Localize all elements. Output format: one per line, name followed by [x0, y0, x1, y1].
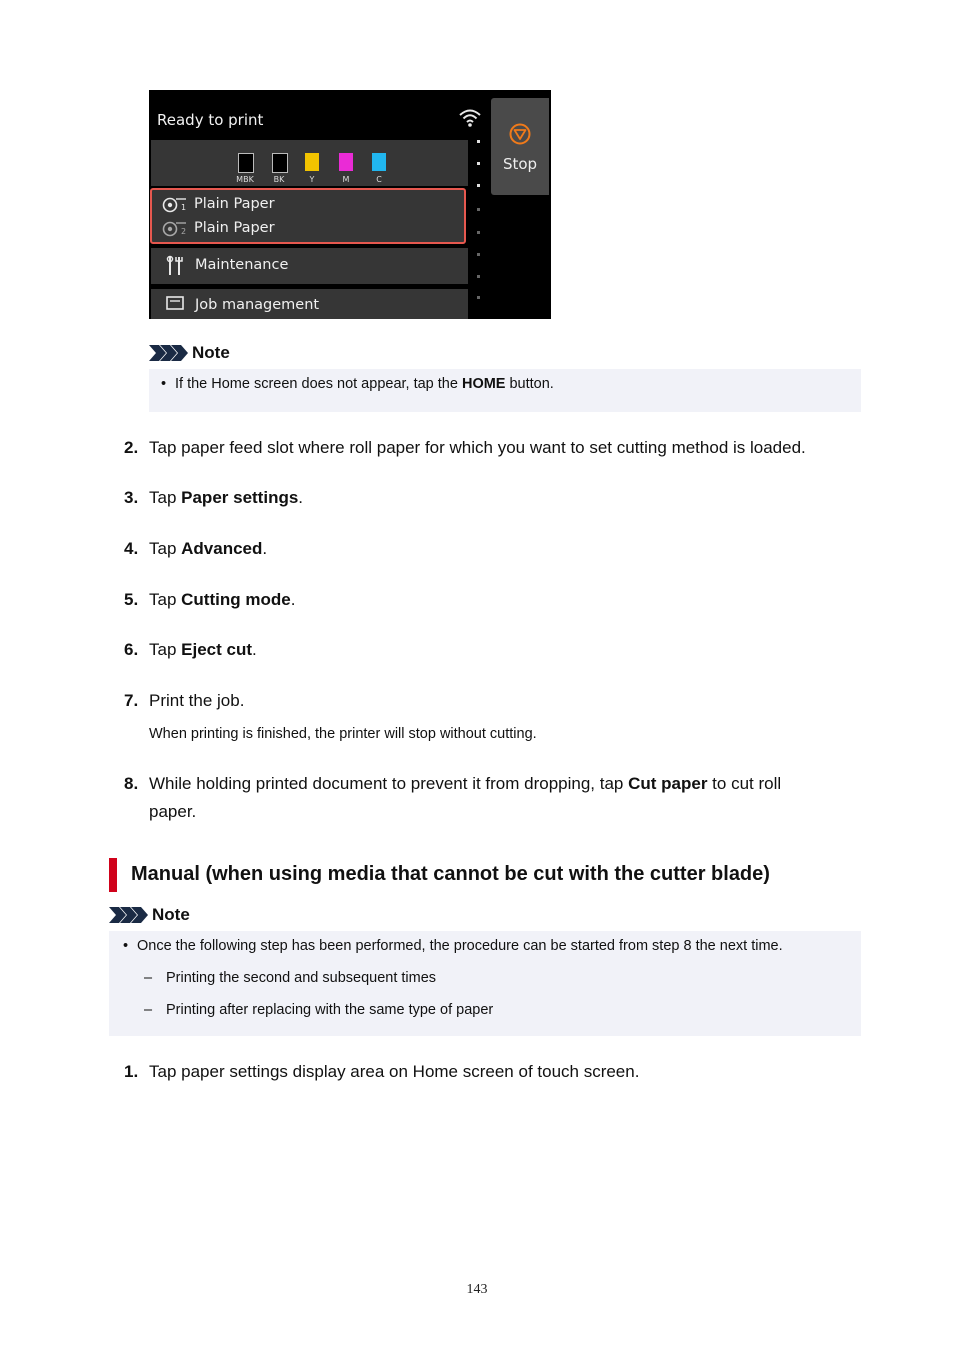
- note-arrows-icon: [109, 907, 149, 923]
- step-text: Tap paper settings display area on Home screen of touch screen.: [149, 1062, 640, 1081]
- step-text: Tap Cutting mode.: [149, 590, 296, 609]
- step-number: 5.: [124, 590, 139, 609]
- roll-paper-2-icon: [162, 221, 188, 237]
- maintenance-tools-icon: [165, 255, 185, 277]
- screen-title: Ready to print: [157, 111, 264, 129]
- paper-type-roll-2: Plain Paper: [194, 220, 275, 236]
- step-text: Print the job.: [149, 691, 245, 710]
- note-item: • Once the following step has been performed, the procedure can be started from step 8 the next time.: [123, 938, 783, 954]
- step-7-detail: When printing is finished, the printer will stop without cutting.: [149, 726, 537, 742]
- step-text: While holding printed document to prevent it from dropping, tap Cut paper to cut roll: [149, 774, 782, 793]
- svg-text:1: 1: [181, 203, 187, 212]
- job-management-icon: [165, 295, 185, 317]
- ink-tank-m: [339, 153, 353, 171]
- ink-label-m: M: [342, 175, 350, 184]
- step-number: 7.: [124, 691, 139, 710]
- note-box: [149, 369, 861, 412]
- maintenance-label: Maintenance: [195, 257, 289, 273]
- step-number: 6.: [124, 640, 139, 659]
- note-sub-item: – Printing the second and subsequent times: [144, 970, 437, 986]
- step-number: 2.: [124, 438, 139, 457]
- home-button-ref: HOME: [461, 376, 506, 392]
- ink-label-y: Y: [309, 175, 315, 184]
- stop-button[interactable]: [491, 98, 549, 195]
- step-text: Tap paper feed slot where roll paper for which you want to set cutting method is loaded.: [149, 438, 806, 457]
- note-sub-item: – Printing after replacing with the same type of paper: [144, 1002, 494, 1018]
- ink-tank-c: [372, 153, 386, 171]
- note-box: [109, 931, 861, 1036]
- ink-tank-y: [305, 153, 319, 171]
- page-number: 143: [466, 1282, 488, 1297]
- section-heading: Manual (when using media that cannot be cut with the cutter blade): [131, 863, 770, 885]
- ink-level-panel[interactable]: [151, 140, 468, 186]
- heading-accent-bar: [109, 858, 117, 892]
- wifi-icon: [458, 107, 482, 129]
- step-text-continued: paper.: [149, 802, 197, 821]
- note-item: • If the Home screen does not appear, tap the HOME button.: [161, 376, 554, 392]
- paper-settings-area[interactable]: [150, 188, 466, 244]
- step-number: 8.: [124, 774, 139, 793]
- ink-label-c: C: [376, 175, 382, 184]
- maintenance-menu-item[interactable]: [151, 248, 468, 284]
- ink-tank-mbk: [238, 153, 254, 173]
- note-heading: Note: [152, 905, 190, 924]
- svg-text:2: 2: [181, 227, 187, 236]
- note-arrows-icon: [149, 345, 189, 361]
- step-number: 1.: [124, 1062, 139, 1081]
- stop-label: Stop: [502, 155, 538, 173]
- ink-label-mbk: MBK: [236, 175, 254, 184]
- step-number: 3.: [124, 488, 139, 507]
- paper-type-roll-1: Plain Paper: [194, 196, 275, 212]
- step-text: Tap Paper settings.: [149, 488, 304, 507]
- ink-tank-bk: [272, 153, 288, 173]
- roll-paper-1-icon: [162, 197, 188, 213]
- step-number: 4.: [124, 539, 139, 558]
- note-heading: Note: [192, 343, 230, 362]
- stop-icon: [508, 122, 532, 146]
- ink-label-bk: BK: [273, 175, 285, 184]
- job-management-menu-item[interactable]: [151, 289, 468, 319]
- step-text: Tap Eject cut.: [149, 640, 257, 659]
- job-management-label: Job management: [195, 297, 320, 313]
- printer-screen-image: [149, 90, 551, 319]
- step-text: Tap Advanced.: [149, 539, 268, 558]
